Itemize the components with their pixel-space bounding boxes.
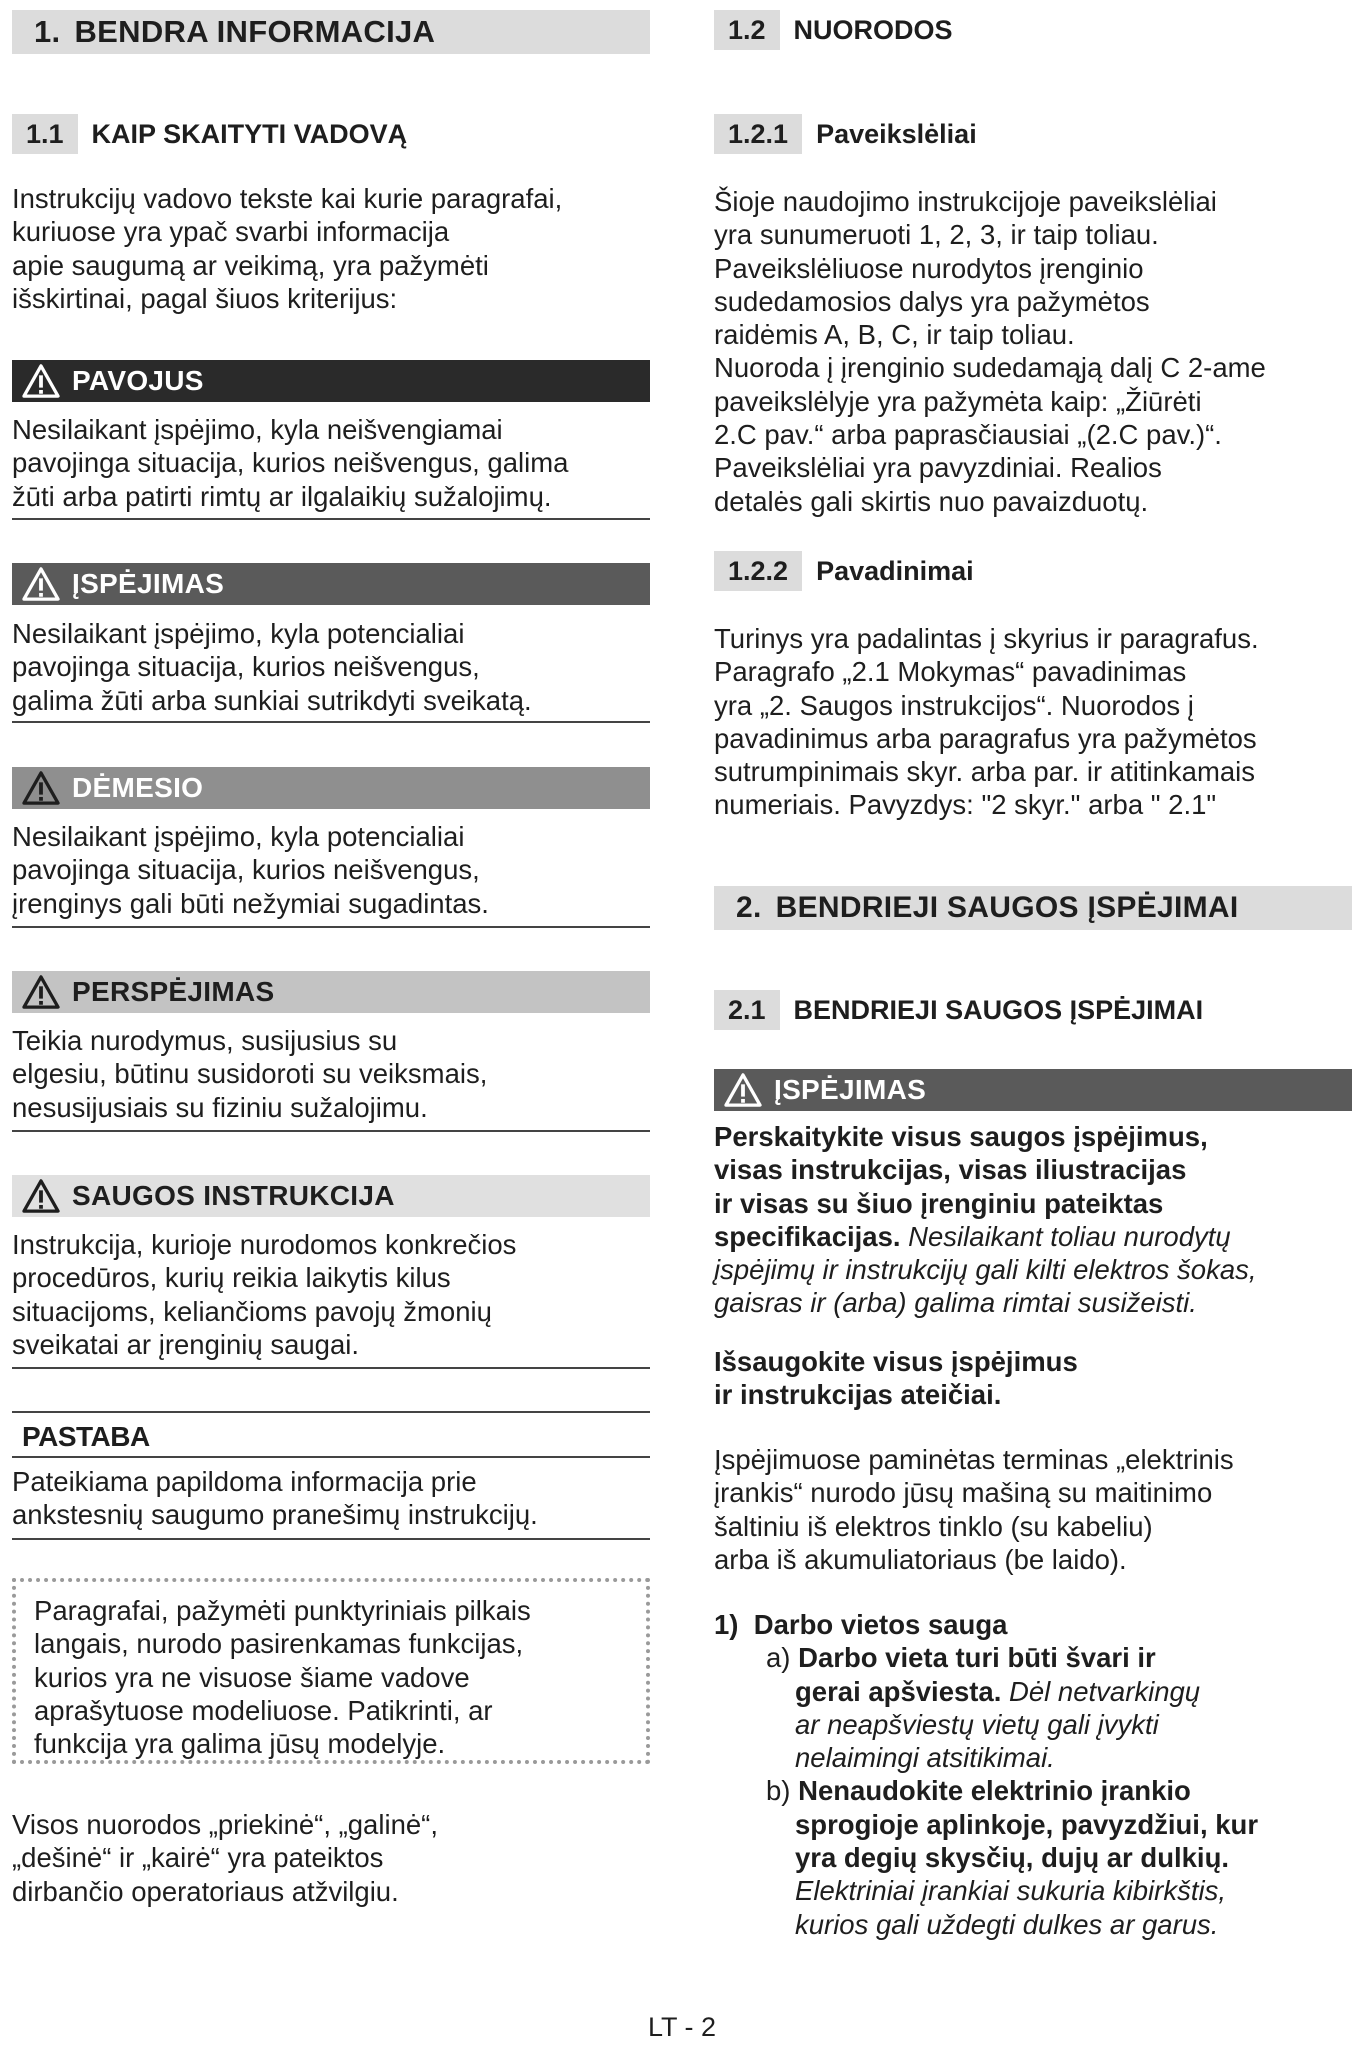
section-2-heading: 2. BENDRIEJI SAUGOS ĮSPĖJIMAI — [714, 886, 1352, 930]
warning-triangle-icon — [22, 1179, 60, 1213]
danger-text: Nesilaikant įspėjimo, kyla neišvengiamai pavojinga situacija, kurios neišvengus, galima žūti arba patirti rimtų ar ilgalaikių sužalojimų. — [12, 414, 569, 512]
section-1-2-2-heading: 1.2.2 Pavadinimai — [714, 551, 974, 591]
note-text: Pateikiama papildoma informacija prie ankstesnių saugumo pranešimų instrukcijų. — [12, 1466, 538, 1531]
section-2-1-heading: 2.1 BENDRIEJI SAUGOS ĮSPĖJIMAI — [714, 990, 1203, 1030]
general-warning-text: Perskaitykite visus saugos įspėjimus, visas instrukcijas, visas iliustracijas ir visas su šiuo įrenginiu pateiktas specifikacijas. Nesilaikant toliau nurodytų įspėjimų ir instrukcijų gali kilti elektros šokas, gaisras ir (arba) galima rimtai susižeisti. — [714, 1121, 1257, 1319]
warning-triangle-icon — [22, 567, 60, 601]
danger-bar: PAVOJUS — [12, 360, 650, 402]
work-area-safety: 1) Darbo vietos sauga a) Darbo vieta turi būti švari ir gerai apšviesta. Dėl netvarkingų ar neapšviestų vietų gali įvykti nelaimingi atsitikimai. b) Nenaudokite elektrinio įrankio sprogioje aplinkoje, pavyzdžiui, kur yra degių skysčių, dujų ar dulkių. Elektriniai įrankiai sukuria kibirkštis, kurios gali uždegti dulkes ar garus. — [714, 1609, 1259, 1940]
divider — [12, 1411, 650, 1413]
section-1-heading: 1. BENDRA INFORMACIJA — [12, 10, 650, 54]
caution-text: Nesilaikant įspėjimo, kyla potencialiai pavojinga situacija, kurios neišvengus, įrenginys gali būti nežymiai sugadintas. — [12, 821, 489, 919]
divider — [12, 926, 650, 928]
divider — [12, 721, 650, 723]
direction-references: Visos nuorodos „priekinė“, „galinė“, „dešinė“ ir „kairė“ yra pateiktos dirbančio operatoriaus atžvilgiu. — [12, 1809, 438, 1907]
power-tool-term: Įspėjimuose paminėtas terminas „elektrinis įrankis“ nurodo jūsų mašiną su maitinimo šaltiniu iš elektros tinklo (su kabeliu) arba iš akumuliatoriaus (be laido). — [714, 1444, 1234, 1575]
safety-instruction-bar: SAUGOS INSTRUKCIJA — [12, 1175, 650, 1217]
titles-paragraph: Turinys yra padalintas į skyrius ir paragrafus. Paragrafo „2.1 Mokymas“ pavadinimas yra „2. Saugos instrukcijos“. Nuorodos į pavadinimus arba paragrafus yra pažymėtos sutrumpinimais skyr. arba par. ir atitinkamais numeriais. Pavyzdys: "2 skyr." arba " 2.1" — [714, 623, 1259, 821]
section-1-2-heading: 1.2 NUORODOS — [714, 10, 953, 50]
note-title: PASTABA — [22, 1421, 150, 1452]
divider — [12, 1130, 650, 1132]
warning-bar: ĮSPĖJIMAS — [12, 563, 650, 605]
warning-triangle-icon — [724, 1073, 762, 1107]
divider — [12, 1538, 650, 1540]
optional-feature-box: Paragrafai, pažymėti punktyriniais pilkais langais, nurodo pasirenkamas funkcijas, kurios yra ne visuose šiame vadove aprašytuose modeliuose. Patikrinti, ar funkcija yra galima jūsų modelyje. — [12, 1578, 650, 1764]
notice-bar: PERSPĖJIMAS — [12, 971, 650, 1013]
page-number: LT - 2 — [647, 2012, 717, 2042]
warning-triangle-icon — [22, 364, 60, 398]
divider — [12, 1456, 650, 1458]
warning-triangle-icon — [22, 771, 60, 805]
save-instructions: Išsaugokite visus įspėjimus ir instrukcijas ateičiai. — [714, 1346, 1078, 1411]
section-1-2-1-heading: 1.2.1 Paveikslėliai — [714, 114, 977, 154]
general-warning-bar: ĮSPĖJIMAS — [714, 1069, 1352, 1111]
warning-text: Nesilaikant įspėjimo, kyla potencialiai pavojinga situacija, kurios neišvengus, galima žūti arba sunkiai sutrikdyti sveikatą. — [12, 618, 532, 716]
divider — [12, 518, 650, 520]
warning-triangle-icon — [22, 975, 60, 1009]
caution-bar: DĖMESIO — [12, 767, 650, 809]
notice-text: Teikia nurodymus, susijusius su elgesiu, būtinu susidoroti su veiksmais, nesusijusiais su fiziniu sužalojimu. — [12, 1025, 488, 1123]
safety-instruction-text: Instrukcija, kurioje nurodomos konkrečios procedūros, kurių reikia laikytis kilus situacijoms, keliančioms pavojų žmonių sveikatai ar įrenginių saugai. — [12, 1229, 517, 1360]
intro-paragraph: Instrukcijų vadovo tekste kai kurie paragrafai, kuriuose yra ypač svarbi informacija apie saugumą ar veikimą, yra pažymėti išskirtinai, pagal šiuos kriterijus: — [12, 183, 563, 314]
section-1-1-heading: 1.1 KAIP SKAITYTI VADOVĄ — [12, 114, 407, 154]
divider — [12, 1367, 650, 1369]
figures-paragraph: Šioje naudojimo instrukcijoje paveikslėliai yra sunumeruoti 1, 2, 3, ir taip toliau. Paveikslėliuose nurodytos įrenginio sudedamosios dalys yra pažymėtos raidėmis A, B, C, ir taip toliau. Nuoroda į įrenginio sudedamąją dalį C 2-ame paveikslėlyje yra pažymėta kaip: „Žiūrėti 2.C pav.“ arba paprasčiausiai „(2.C pav.)“. Paveikslėliai yra pavyzdiniai. Realios detalės gali skirtis nuo pavaizduotų. — [714, 186, 1266, 517]
